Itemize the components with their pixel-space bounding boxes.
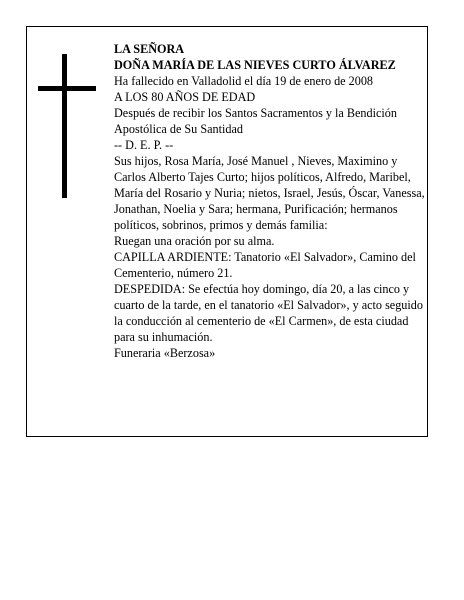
funeral-home: Funeraria «Berzosa»: [114, 346, 216, 360]
age-statement: A LOS 80 AÑOS DE EDAD: [114, 90, 256, 104]
latin-cross-icon: [37, 54, 97, 198]
family-list: Sus hijos, Rosa María, José Manuel , Nieves, Maximino y Carlos Alberto Tajes Curto; hijos políticos, Alfredo, Maribel, María del Rosario y Nuria; nietos, Israel, Jesús, Óscar, Vanessa, Jonathan, Noelia y Sara; hermana, Purificación; hermanos políticos, sobrinos, primos y demás familia:: [114, 154, 425, 232]
cross-vertical-bar: [62, 54, 67, 198]
death-statement: Ha fallecido en Valladolid el día 19 de enero de 2008: [114, 74, 374, 88]
cross-horizontal-bar: [38, 86, 96, 91]
rip-line: -- D. E. P. --: [114, 138, 174, 152]
notice-title-line1: LA SEÑORA: [114, 42, 185, 56]
deceased-name: DOÑA MARÍA DE LAS NIEVES CURTO ÁLVAREZ: [114, 58, 396, 72]
sacraments-statement: Después de recibir los Santos Sacramentos y la Bendición Apostólica de Su Santidad: [114, 106, 397, 136]
obituary-text: [114, 41, 426, 361]
chapel-info: CAPILLA ARDIENTE: Tanatorio «El Salvador», Camino del Cementerio, número 21.: [114, 250, 416, 280]
farewell-info: DESPEDIDA: Se efectúa hoy domingo, día 20, a las cinco y cuarto de la tarde, en el tanatorio «El Salvador», y acto seguido la conducción al cementerio de «El Carmen», de esta ciudad para su inhumación.: [114, 282, 423, 344]
prayer-request: Ruegan una oración por su alma.: [114, 234, 275, 248]
